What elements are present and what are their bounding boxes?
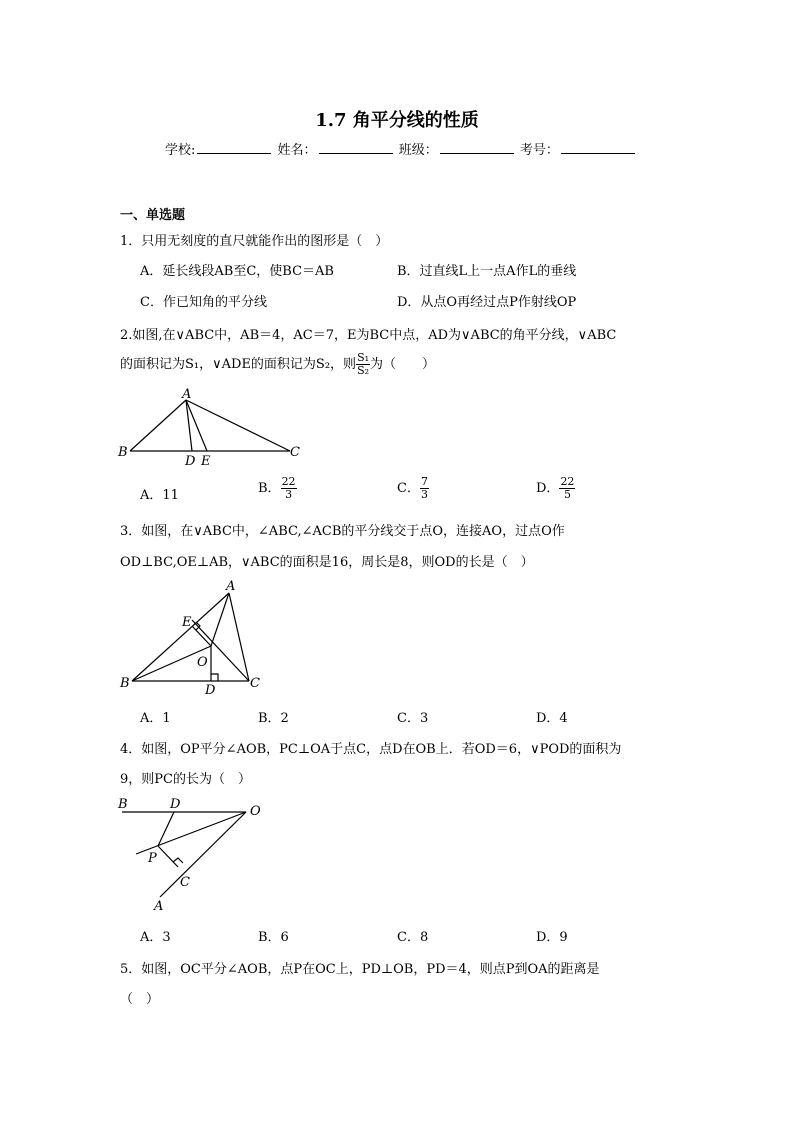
q4-stem-line2: 9，则PC的长为（ ） <box>120 772 251 787</box>
q2-option-b-prefix: B． <box>258 481 281 496</box>
q2-option-d <box>536 476 575 501</box>
q2-option-c-prefix: C． <box>397 481 420 496</box>
q2-option-b-numerator: 22 <box>281 475 296 488</box>
q3-option-b: B．2 <box>258 711 289 726</box>
q3-option-c: C．3 <box>397 711 429 726</box>
q1-option-d: D．从点O再经过点P作射线OP <box>397 295 577 310</box>
student-info-line <box>165 139 637 158</box>
q2-option-d-denominator: 5 <box>563 488 571 501</box>
q4-stem-line1: 4．如图，OP平分∠AOB，PC⊥OA于点C，点D在OB上．若OD＝6，∨POD的面积为 <box>120 742 622 757</box>
q3-option-a: A．1 <box>140 711 171 726</box>
q4-option-b: B．6 <box>258 930 289 945</box>
q4-option-a: A．3 <box>140 930 171 945</box>
q3-stem-line1: 3．如图，在∨ABC中，∠ABC,∠ACB的平分线交于点O，连接AO，过点O作 <box>120 524 565 539</box>
page-title: 1.7 角平分线的性质 <box>315 110 479 131</box>
class-label: 班级： <box>398 143 438 158</box>
q2-stem-line2a: 的面积记为S₁，∨ADE的面积记为S₂，则 <box>120 357 357 372</box>
q2-option-b-denominator: 3 <box>285 488 293 501</box>
exam-no-blank <box>561 141 635 154</box>
q4-ray-oa <box>160 812 246 897</box>
q2-option-b-fraction <box>281 476 297 501</box>
q2-ratio-denominator: S₂ <box>357 364 370 377</box>
q2-segment-ac <box>186 400 290 451</box>
q5-stem-line2: （ ） <box>120 992 160 1007</box>
q2-stem-line2b: 为（ ） <box>370 357 436 372</box>
q4-right-angle-c <box>173 858 183 863</box>
q2-option-a: A．11 <box>140 488 179 503</box>
exam-no-label: 考号： <box>519 143 559 158</box>
q2-label-d: D <box>185 454 196 469</box>
q3-label-e: E <box>182 615 192 630</box>
q2-stem-line2 <box>120 352 435 377</box>
q4-bisector-op <box>136 812 246 854</box>
q2-option-b <box>258 476 297 501</box>
q3-segment-ac <box>229 593 249 681</box>
school-blank <box>197 141 271 154</box>
q4-option-d: D．9 <box>536 930 568 945</box>
q4-label-p: P <box>148 851 157 866</box>
q3-label-o: O <box>197 655 208 670</box>
q2-segment-ab <box>130 400 186 451</box>
q2-ratio-fraction <box>356 352 370 377</box>
section-heading: 一、单选题 <box>120 208 186 223</box>
q2-option-c <box>397 476 429 501</box>
q2-option-d-prefix: D． <box>536 481 560 496</box>
q2-option-d-fraction <box>559 476 575 501</box>
q3-stem-line2: OD⊥BC,OE⊥AB，∨ABC的面积是16，周长是8，则OD的长是（ ） <box>120 555 534 570</box>
q5-stem-line1: 5．如图，OC平分∠AOB，点P在OC上，PD⊥OB，PD＝4，则点P到OA的距离是 <box>120 962 600 977</box>
q2-triangle-diagram <box>112 384 312 470</box>
q3-segment-oe <box>192 626 211 646</box>
q4-label-c: C <box>180 875 190 890</box>
q4-label-d: D <box>170 797 181 812</box>
q2-option-c-denominator: 3 <box>420 488 428 501</box>
q2-stem-line1: 2.如图,在∨ABC中，AB＝4，AC＝7，E为BC中点，AD为∨ABC的角平分线，∨ABC <box>120 328 617 343</box>
q4-label-b: B <box>118 797 128 812</box>
q2-label-c: C <box>290 445 300 460</box>
q4-angle-diagram <box>112 792 272 912</box>
q1-option-a: A．延长线段AB至C，使BC＝AB <box>140 264 334 279</box>
q3-label-c: C <box>250 676 260 691</box>
q2-ratio-numerator: S₁ <box>357 351 370 364</box>
q2-label-a: A <box>182 387 192 402</box>
q4-label-o: O <box>250 804 261 819</box>
school-label: 学校: <box>165 143 196 158</box>
q2-label-e: E <box>201 454 211 469</box>
q1-option-b: B．过直线L上一点A作L的垂线 <box>397 264 577 279</box>
q3-label-d: D <box>205 683 216 696</box>
name-blank <box>319 141 393 154</box>
name-label: 姓名： <box>277 143 317 158</box>
q2-option-c-numerator: 7 <box>420 475 428 488</box>
q4-segment-pc <box>158 846 178 867</box>
q3-label-a: A <box>226 579 236 594</box>
q2-label-b: B <box>118 445 128 460</box>
q2-option-c-fraction <box>420 476 429 501</box>
q1-stem: 1．只用无刻度的直尺就能作出的图形是（ ） <box>120 234 389 249</box>
class-blank <box>440 141 514 154</box>
q4-option-c: C．8 <box>397 930 429 945</box>
q3-right-angle-d <box>211 674 218 681</box>
q2-option-d-numerator: 22 <box>560 475 575 488</box>
q3-triangle-diagram <box>112 578 272 696</box>
q3-label-b: B <box>120 676 130 691</box>
q1-option-c: C．作已知角的平分线 <box>140 295 267 310</box>
q3-option-d: D．4 <box>536 711 568 726</box>
q4-label-a: A <box>154 899 164 912</box>
